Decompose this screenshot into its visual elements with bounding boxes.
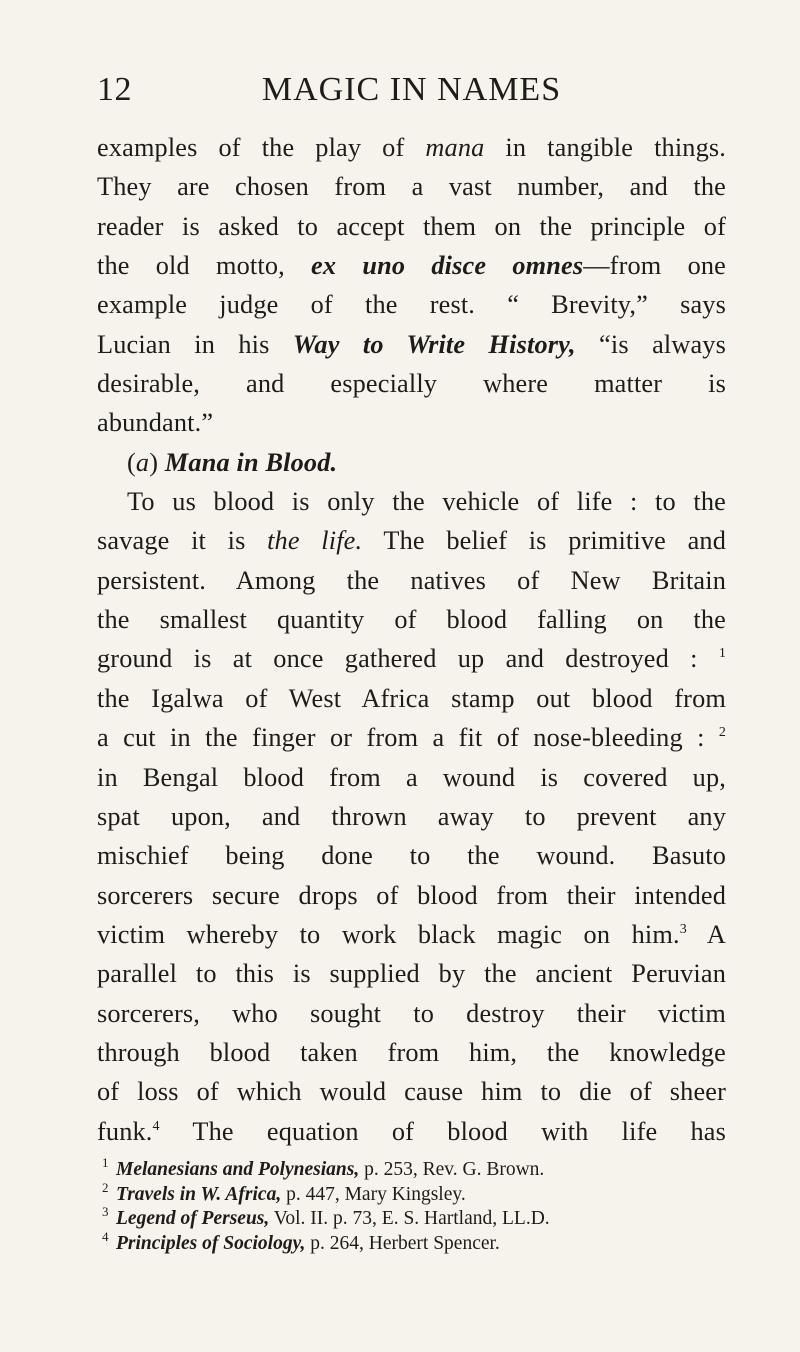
text-line: sorcerers secure drops of blood from their intended (97, 880, 726, 910)
text-line: of loss of which would cause him to die of sheer (97, 1077, 726, 1107)
text-line: through blood taken from him, the knowledge (97, 1037, 726, 1067)
footnote: 2 Travels in W. Africa, p. 447, Mary Kingsley. (102, 1179, 466, 1205)
footnote-ref: 4 (152, 1118, 160, 1134)
footnote-ref: 2 (718, 725, 726, 741)
text-line: savage it is the life. The belief is primitive and (97, 526, 726, 556)
text-line: in Bengal blood from a wound is covered up, (97, 762, 726, 792)
text-line: the old motto, ex uno disce omnes—from one (97, 251, 727, 281)
page-number: 12 (97, 71, 132, 108)
text-line: ground is at once gathered up and destroyed : $^1$ (97, 644, 726, 674)
text-line: examples of the play of mana in tangible things. (97, 133, 726, 162)
footnote: 3 Legend of Perseus, Vol. II. p. 73, E. S. Hartland, LL.D. (102, 1204, 550, 1229)
text-line: victim whereby to work black magic on him.$^3$ A (97, 919, 726, 949)
text-line: They are chosen from a vast number, and the (97, 172, 726, 202)
footnotes (97, 1155, 726, 1256)
text-line: desirable, and especially where matter is (97, 369, 726, 399)
text-line: Lucian in his Way to Write History, “is always (97, 329, 726, 359)
body-text (97, 128, 726, 1151)
text-line: the Igalwa of West Africa stamp out blood from (97, 683, 726, 713)
text-line: persistent. Among the natives of New Britain (97, 565, 726, 595)
text-line: a cut in the finger or from a fit of nose-bleeding : $^2$ (97, 723, 726, 753)
footnote-ref: 1 (718, 646, 726, 662)
text-line: reader is asked to accept them on the principle of (97, 211, 726, 241)
footnote-ref: 3 (679, 921, 687, 937)
footnote: 4 Principles of Sociology, p. 264, Herbert Spencer. (102, 1228, 500, 1254)
text-line: parallel to this is supplied by the ancient Peruvian (97, 959, 726, 989)
text-line: abundant.” (97, 408, 214, 438)
section-heading: (a) Mana in Blood. (127, 447, 338, 477)
running-header (97, 70, 726, 110)
footnote: 1 Melanesians and Polynesians, p. 253, Rev. G. Brown. (102, 1155, 545, 1180)
text-line: example judge of the rest. “ Brevity,” says (97, 290, 726, 320)
text-line: sorcerers, who sought to destroy their victim (97, 998, 726, 1028)
text-line: the smallest quantity of blood falling on the (97, 605, 726, 635)
text-line: spat upon, and thrown away to prevent any (97, 801, 726, 831)
running-title: MAGIC IN NAMES (261, 71, 562, 108)
text-line: To us blood is only the vehicle of life : to the (127, 487, 726, 517)
text-line: funk.$^4$ The equation of blood with life has (97, 1116, 726, 1146)
text-line: mischief being done to the wound. Basuto (97, 841, 726, 871)
